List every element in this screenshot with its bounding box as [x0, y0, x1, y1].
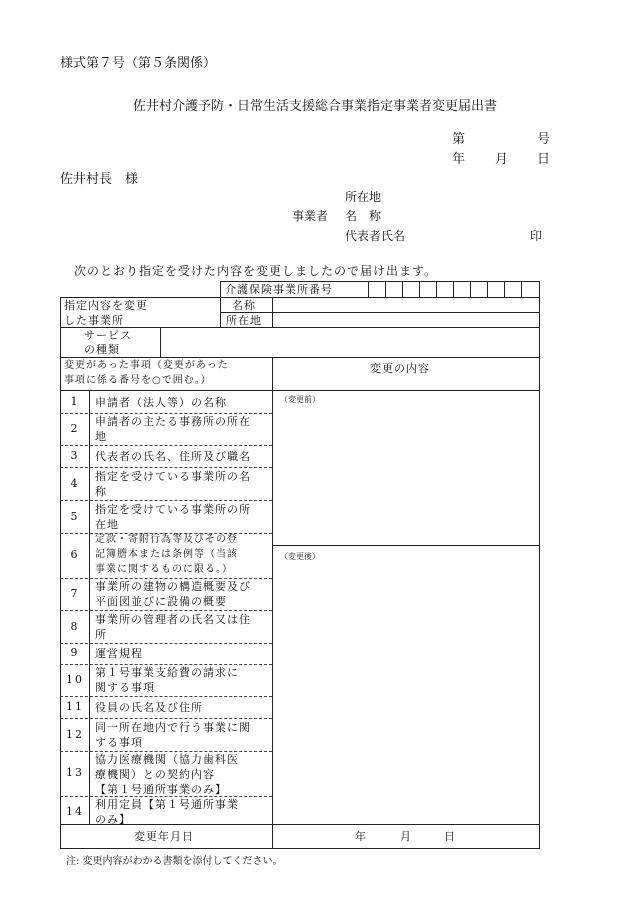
item-12-text-2: する事項: [95, 736, 143, 749]
item-4-text-2: 称: [95, 485, 107, 498]
item-4-text-1: 指定を受けている事業所の名: [95, 470, 251, 483]
designated-office-label-2: した事業所: [64, 314, 124, 327]
item-11-number: 11: [66, 700, 84, 713]
item-10-text-1: 第１号事業支給費の請求に: [95, 666, 239, 679]
items-header-1: 変更があった事項（変更があった: [64, 360, 229, 371]
item-14-number: 14: [66, 805, 84, 818]
office-name-field[interactable]: [273, 298, 539, 312]
item-9-number: 9: [70, 646, 80, 659]
applicant-name-label: 名 称: [345, 209, 382, 223]
change-date-label: 変更年月日: [134, 830, 194, 843]
item-3-number: 3: [70, 449, 80, 462]
item-1-number: 1: [70, 395, 80, 408]
change-date-day: 日: [444, 830, 456, 843]
before-content-field[interactable]: [273, 405, 539, 544]
item-13-number: 13: [66, 766, 84, 779]
item-13-text-3: 【第１号通所事業のみ】: [95, 783, 227, 796]
addressee: 佐井村長 様: [60, 172, 139, 187]
content-header: 変更の内容: [370, 362, 430, 375]
item-10-number: 10: [66, 673, 84, 686]
designated-office-label-1: 指定内容を変更: [64, 299, 148, 312]
footnote: 注: 変更内容がわかる書類を添付してください。: [66, 856, 283, 867]
change-date-year: 年: [355, 830, 367, 843]
item-9-text: 運営規程: [95, 647, 143, 660]
service-type-label-2: の種類: [84, 343, 120, 356]
form-number: 様式第７号（第５条関係）: [60, 56, 217, 71]
item-3-text: 代表者の氏名、住所及び職名: [95, 450, 251, 463]
item-2-number: 2: [70, 422, 80, 435]
item-14-text-1: 利用定員【第１号通所事業: [95, 798, 239, 811]
item-1-text: 申請者（法人等）の名称: [95, 396, 227, 409]
item-6-number: 6: [70, 548, 80, 561]
item-12-number: 12: [66, 728, 84, 741]
seal-mark: 印: [530, 229, 543, 243]
office-number-input[interactable]: [368, 281, 539, 297]
office-name-label: 名称: [232, 299, 256, 312]
office-number-label: 介護保険事業所番号: [225, 283, 333, 296]
item-2-text-2: 地: [95, 430, 107, 443]
item-7-text-2: 平面図並びに設備の概要: [95, 595, 227, 608]
intro-text: 次のとおり指定を受けた内容を変更しましたので届け出ます。: [74, 264, 438, 278]
number-prefix: 第: [452, 132, 466, 147]
service-type-label-1: サービス: [84, 329, 132, 342]
item-6-text-3: 事業に関するものに限る。）: [95, 564, 233, 575]
item-2-text-1: 申請者の主たる事務所の所在: [95, 415, 251, 428]
before-label: （変更前）: [280, 395, 320, 404]
service-type-field[interactable]: [161, 328, 539, 357]
address-label: 所在地: [345, 190, 382, 204]
item-14-text-2: のみ】: [95, 813, 131, 826]
document-title: 佐井村介護予防・日常生活支援総合事業指定事業者変更届出書: [132, 99, 497, 114]
after-label: （変更後）: [280, 552, 320, 561]
item-13-text-1: 協力医療機関（協力歯科医: [95, 753, 239, 766]
item-7-text-1: 事業所の建物の構造概要及び: [95, 580, 251, 593]
item-7-number: 7: [70, 587, 80, 600]
item-5-text-1: 指定を受けている事業所の所: [95, 503, 251, 516]
after-content-field[interactable]: [273, 562, 539, 823]
number-suffix: 号: [537, 132, 551, 147]
representative-label: 代表者氏名: [345, 229, 406, 243]
date-month: 月: [495, 152, 509, 167]
change-date-month: 月: [400, 830, 412, 843]
item-6-text-2: 記簿謄本または条例等（当該: [95, 549, 238, 560]
item-10-text-2: 関する事項: [95, 681, 155, 694]
item-4-number: 4: [70, 477, 80, 490]
date-year: 年: [452, 152, 466, 167]
item-8-number: 8: [70, 620, 80, 633]
item-12-text-1: 同一所在地内で行う事業に関: [95, 721, 251, 734]
item-5-text-2: 在地: [95, 518, 119, 531]
item-8-text-2: 所: [95, 628, 107, 641]
office-location-label: 所在地: [226, 314, 262, 327]
date-day: 日: [537, 152, 551, 167]
item-8-text-1: 事業所の管理者の氏名又は住: [95, 613, 251, 626]
office-location-field[interactable]: [273, 313, 539, 327]
applicant-label: 事業者: [292, 209, 329, 223]
item-11-text: 役員の氏名及び住所: [95, 701, 203, 714]
items-header-2: 事項に係る番号を○で囲む。）: [64, 375, 212, 386]
item-6-text-1: 定款・寄附行為等及びその登: [95, 534, 238, 545]
item-5-number: 5: [70, 510, 80, 523]
item-13-text-2: 療機関）との契約内容: [95, 768, 215, 781]
